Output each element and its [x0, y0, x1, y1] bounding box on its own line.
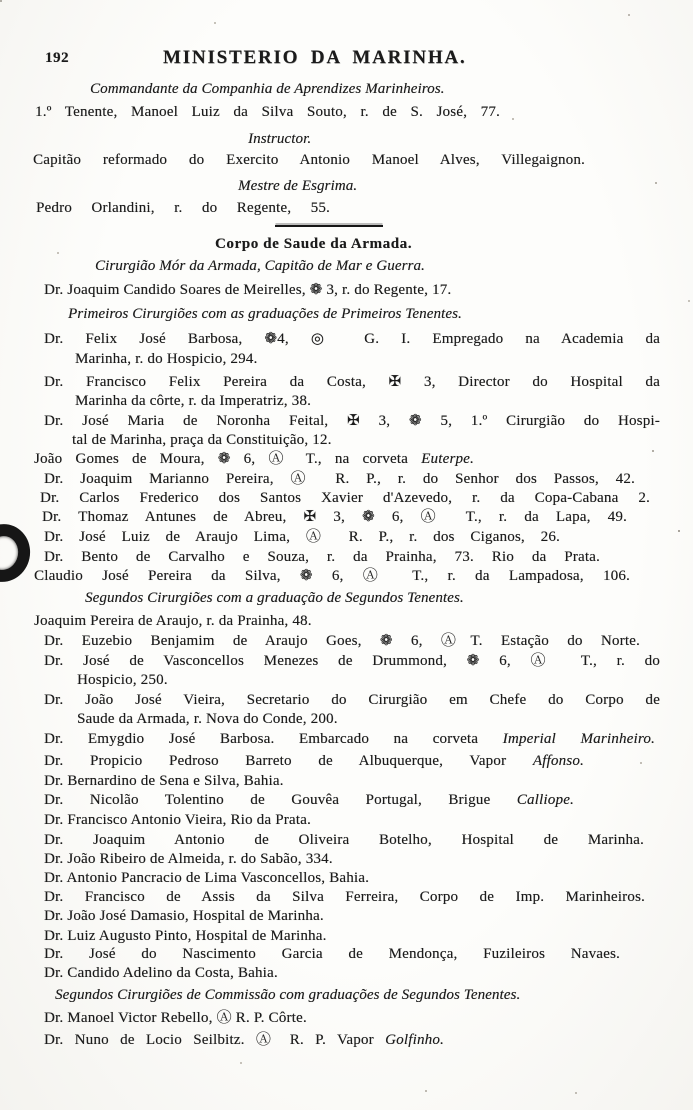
text-line — [33, 151, 585, 169]
text-run: Marinha, r. do Hospicio, 294. — [75, 351, 258, 367]
section-title — [215, 235, 412, 253]
section-heading — [85, 589, 464, 607]
text-run: Dr. Joaquim Candido Soares de Meirelles, ❁ 3, r. do Regente, 17. — [44, 282, 452, 298]
text-line — [44, 1009, 307, 1027]
text-line — [34, 567, 630, 585]
text-run: Dr. Propicio Pedroso Barreto de Albuquerque, Vapor — [44, 753, 533, 769]
text-line — [44, 281, 451, 299]
text-run: Primeiros Cirurgiões com as graduações de Primeiros Tenentes. — [68, 306, 462, 322]
text-line — [35, 103, 500, 121]
text-run: Hospicio, 250. — [77, 672, 168, 688]
text-run: Saude da Armada, r. Nova do Conde, 200. — [77, 711, 338, 727]
text-line — [44, 752, 584, 770]
text-line — [75, 392, 311, 410]
text-run: Joaquim Pereira de Araujo, r. da Prainha, 48. — [34, 613, 312, 629]
text-run: Dr. João José Damasio, Hospital de Marinha. — [44, 908, 324, 924]
text-run: Dr. Thomaz Antunes de Abreu, ✠ 3, ❁ 6, Ⓐ T., r. da Lapa, 49. — [42, 509, 627, 525]
text-run: Dr. Euzebio Benjamim de Araujo Goes, ❁ 6, ⒶT. Estação do Norte. — [44, 633, 640, 649]
text-line — [44, 330, 660, 348]
text-line — [44, 691, 660, 709]
text-run: Mestre de Esgrima. — [238, 178, 358, 194]
text-run: Dr. João Ribeiro de Almeida, r. do Sabão, 334. — [44, 851, 333, 867]
section-heading — [68, 305, 462, 323]
text-run: Dr. Luiz Augusto Pinto, Hospital de Marinha. — [44, 928, 327, 944]
text-line — [44, 964, 278, 982]
text-run: Dr. Joaquim Marianno Pereira, Ⓐ R. P., r. do Senhor dos Passos, 42. — [44, 471, 635, 487]
text-line — [42, 508, 627, 526]
ship-name: Golfinho. — [385, 1032, 444, 1048]
section-heading — [238, 177, 357, 195]
text-run: Dr. Carlos Frederico dos Santos Xavier d'Azevedo, r. da Copa-Cabana 2. — [40, 490, 650, 506]
text-line — [75, 350, 257, 368]
text-line — [34, 450, 474, 468]
text-run: Corpo de Saude da Armada. — [215, 236, 413, 252]
text-line — [72, 431, 332, 449]
text-run: Dr. Nuno de Locio Seilbitz. Ⓐ R. P. Vapor — [44, 1032, 386, 1048]
text-run: Dr. Francisco de Assis da Silva Ferreira, Corpo de Imp. Marinheiros. — [44, 889, 645, 905]
text-run: Claudio José Pereira da Silva, ❁ 6, Ⓐ T., r. da Lampadosa, 106. — [34, 568, 630, 584]
section-heading — [90, 80, 445, 98]
text-line — [44, 927, 327, 945]
separator-rule — [275, 225, 383, 227]
text-run: Dr. Francisco Antonio Vieira, Rio da Prata. — [44, 812, 311, 828]
text-run: Cirurgião Mór da Armada, Capitão de Mar e Guerra. — [95, 258, 425, 274]
text-run: 1.º Tenente, Manoel Luiz da Silva Souto, r. de S. José, 77. — [35, 104, 500, 120]
text-run: Dr. José Luiz de Araujo Lima, Ⓐ R. P., r. dos Ciganos, 26. — [44, 529, 560, 545]
ink-stamp-artifact — [0, 519, 35, 587]
text-line — [36, 199, 330, 217]
text-run: Dr. Emygdio José Barbosa. Embarcado na corveta — [44, 731, 503, 747]
text-line — [44, 811, 311, 829]
text-line — [44, 548, 600, 566]
ship-name: Imperial Marinheiro. — [502, 731, 655, 747]
text-line — [77, 710, 338, 728]
text-line — [44, 888, 645, 906]
text-run: Pedro Orlandini, r. do Regente, 55. — [36, 200, 330, 216]
text-line — [44, 373, 660, 391]
text-line — [77, 671, 168, 689]
text-line — [44, 528, 560, 546]
page-number: 192 — [45, 50, 69, 66]
text-line — [44, 652, 660, 670]
text-run: Dr. José Maria de Noronha Feital, ✠ 3, ❁ 5, 1.º Cirurgião do Hospi- — [44, 413, 660, 429]
text-run: Dr. Bernardino de Sena e Silva, Bahia. — [44, 773, 284, 789]
text-line — [44, 945, 620, 963]
section-heading — [55, 986, 520, 1004]
text-run: Dr. Nicolão Tolentino de Gouvêa Portugal, Brigue — [44, 792, 517, 808]
text-run: Dr. João José Vieira, Secretario do Cirurgião em Chefe do Corpo de — [44, 692, 660, 708]
text-run: Dr. Bento de Carvalho e Souza, r. da Prainha, 73. Rio da Prata. — [44, 549, 600, 565]
text-run: João Gomes de Moura, ❁ 6, Ⓐ T., na corveta — [34, 451, 422, 467]
text-run: Instructor. — [248, 131, 312, 147]
text-line — [40, 489, 650, 507]
text-run: Dr. Manoel Victor Rebello, Ⓐ R. P. Côrte. — [44, 1010, 307, 1026]
text-line — [44, 1031, 444, 1049]
text-line — [44, 632, 640, 650]
text-run: Capitão reformado do Exercito Antonio Manoel Alves, Villegaignon. — [33, 152, 585, 168]
text-run: Dr. Candido Adelino da Costa, Bahia. — [44, 965, 278, 981]
text-line — [34, 612, 312, 630]
text-run: Commandante da Companhia de Aprendizes Marinheiros. — [90, 81, 445, 97]
text-run: Dr. Joaquim Antonio de Oliveira Botelho, Hospital de Marinha. — [44, 832, 644, 848]
paper-specks — [0, 0, 2, 2]
section-heading — [248, 130, 311, 148]
text-run: Segundos Cirurgiões de Commissão com graduações de Segundos Tenentes. — [55, 987, 521, 1003]
text-line — [44, 831, 644, 849]
text-line — [44, 869, 369, 887]
text-run: Dr. José do Nascimento Garcia de Mendonça, Fuzileiros Navaes. — [44, 946, 620, 962]
page-title: MINISTERIO DA MARINHA. — [163, 47, 467, 68]
text-line — [44, 730, 655, 748]
text-run: Dr. Felix José Barbosa, ❁4, ◎ G. I. Empregado na Academia da — [44, 331, 660, 347]
ship-name: Euterpe. — [421, 451, 474, 467]
text-run: Dr. José de Vasconcellos Menezes de Drummond, ❁ 6, Ⓐ T., r. do — [44, 653, 660, 669]
ship-name: Calliope. — [516, 792, 574, 808]
text-line — [44, 907, 324, 925]
text-line — [44, 850, 333, 868]
text-line — [44, 412, 660, 430]
text-line — [44, 772, 284, 790]
text-run: Dr. Francisco Felix Pereira da Costa, ✠ 3, Director do Hospital da — [44, 374, 660, 390]
section-heading — [95, 257, 425, 275]
text-run: Marinha da côrte, r. da Imperatriz, 38. — [75, 393, 312, 409]
text-run: Segundos Cirurgiões com a graduação de Segundos Tenentes. — [85, 590, 464, 606]
text-run: tal de Marinha, praça da Constituição, 12. — [72, 432, 332, 448]
text-line — [44, 791, 574, 809]
text-run: Dr. Antonio Pancracio de Lima Vasconcellos, Bahia. — [44, 870, 370, 886]
ship-name: Affonso. — [532, 753, 584, 769]
text-line — [44, 470, 635, 488]
